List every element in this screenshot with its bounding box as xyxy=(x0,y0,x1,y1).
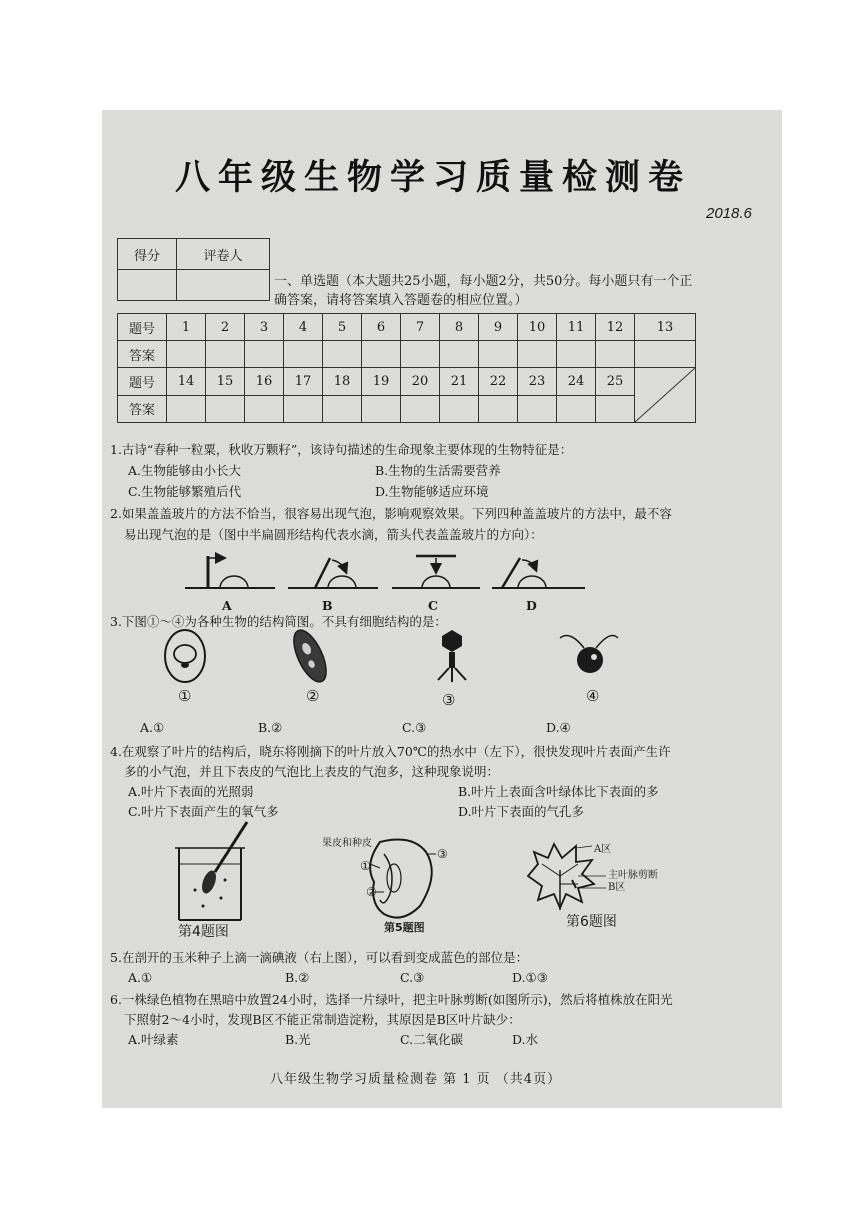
question-number: 1 xyxy=(167,314,206,341)
question-number: 8 xyxy=(440,314,479,341)
q3-option-c: C.③ xyxy=(402,720,427,735)
q1-option-c: C.生物能够繁殖后代 xyxy=(128,484,242,499)
method-b-drawing xyxy=(288,558,378,588)
q6-option-b: B.光 xyxy=(285,1032,311,1047)
organism-3-label: ③ xyxy=(442,691,456,709)
score-value-cell[interactable] xyxy=(118,270,177,301)
answer-cell[interactable] xyxy=(479,395,518,423)
question-number: 24 xyxy=(557,368,596,396)
answer-cell[interactable] xyxy=(284,395,323,423)
row-label-number: 题号 xyxy=(118,314,167,341)
fig6-cut-label: 主叶脉剪断 xyxy=(608,870,658,881)
q3-option-a: A.① xyxy=(140,720,165,735)
method-d-drawing xyxy=(492,558,585,588)
answer-cell[interactable] xyxy=(284,341,323,368)
q1-stem: 1.古诗“春种一粒粟，秋收万颗籽”，该诗句描述的生命现象主要体现的生物特征是： xyxy=(110,442,573,457)
fig4-caption: 第4题图 xyxy=(178,924,229,940)
answer-cell[interactable] xyxy=(635,341,696,368)
answer-cell[interactable] xyxy=(479,341,518,368)
score-box xyxy=(117,238,270,301)
organism-2-label: ② xyxy=(306,687,320,705)
q1-option-b: B.生物的生活需要营养 xyxy=(375,463,501,478)
fig5-caption: 第5题图 xyxy=(384,921,425,934)
q3-organism-figures xyxy=(150,626,620,688)
question-number: 14 xyxy=(167,368,206,396)
q3-option-d: D.④ xyxy=(546,720,571,735)
answer-cell[interactable] xyxy=(245,395,284,423)
q1-option-d: D.生物能够适应环境 xyxy=(375,484,489,499)
answer-row-2 xyxy=(118,395,696,423)
answer-cell[interactable] xyxy=(167,341,206,368)
organism-1-label: ① xyxy=(178,687,192,705)
q6-stem-line2: 下照射2～4小时，发现B区不能正常制造淀粉，其原因是B区叶片缺少： xyxy=(124,1012,521,1027)
fig5-mark-2: ② xyxy=(366,885,377,899)
row-label-answer: 答案 xyxy=(118,341,167,368)
answer-cell[interactable] xyxy=(596,395,635,423)
fig6-area-b-label: B区 xyxy=(608,882,626,893)
question-number: 25 xyxy=(596,368,635,396)
question-number: 21 xyxy=(440,368,479,396)
q5-option-a: A.① xyxy=(128,970,153,985)
q6-option-a: A.叶绿素 xyxy=(128,1032,179,1047)
diagonal-cell xyxy=(635,368,696,423)
fig6-caption: 第6题图 xyxy=(566,914,617,930)
answer-cell[interactable] xyxy=(245,341,284,368)
question-number: 9 xyxy=(479,314,518,341)
answer-cell[interactable] xyxy=(440,395,479,423)
q5-option-c: C.③ xyxy=(400,970,425,985)
answer-cell[interactable] xyxy=(206,341,245,368)
answer-cell[interactable] xyxy=(440,341,479,368)
q4-stem-line1: 4.在观察了叶片的结构后，晓东将刚摘下的叶片放入70℃的热水中（左下），很快发现叶片表面产生许 xyxy=(110,744,671,759)
fig5-label-pericarp: 果皮和种皮 xyxy=(322,838,372,849)
method-d-label: D xyxy=(526,598,537,613)
diagonal-line xyxy=(635,368,695,422)
q4-option-b: B.叶片上表面含叶绿体比下表面的多 xyxy=(458,784,659,799)
method-b-label: B xyxy=(322,598,333,613)
answer-cell[interactable] xyxy=(362,395,401,423)
answer-grid xyxy=(117,313,696,423)
q6-option-c: C.二氧化碳 xyxy=(400,1032,464,1047)
answer-cell[interactable] xyxy=(167,395,206,423)
section-heading: 一、单选题（本大题共25小题，每小题2分，共50分。每小题只有一个正确答案，请将答案填入答题卷的相应位置。） xyxy=(274,274,693,308)
question-number: 6 xyxy=(362,314,401,341)
answer-cell[interactable] xyxy=(401,341,440,368)
organism-4-label: ④ xyxy=(586,687,600,705)
organism-2-drawing xyxy=(287,626,332,686)
question-number: 12 xyxy=(596,314,635,341)
answer-cell[interactable] xyxy=(518,395,557,423)
q6-option-d: D.水 xyxy=(512,1032,539,1047)
answer-cell[interactable] xyxy=(557,341,596,368)
row-label-answer: 答案 xyxy=(118,395,167,423)
organism-4-drawing xyxy=(560,636,618,673)
question-number: 19 xyxy=(362,368,401,396)
q2-stem-line1: 2.如果盖盖玻片的方法不恰当，很容易出现气泡，影响观察效果。下列四种盖盖玻片的方法中，最不容 xyxy=(110,506,672,521)
q4-option-a: A.叶片下表面的光照弱 xyxy=(128,784,254,799)
answer-cell[interactable] xyxy=(323,341,362,368)
question-number: 22 xyxy=(479,368,518,396)
question-number: 5 xyxy=(323,314,362,341)
answer-cell[interactable] xyxy=(518,341,557,368)
method-c-drawing xyxy=(392,556,480,588)
q4-option-d: D.叶片下表面的气孔多 xyxy=(458,804,585,819)
question-number: 17 xyxy=(284,368,323,396)
q5-option-b: B.② xyxy=(285,970,310,985)
method-a-drawing xyxy=(185,556,275,588)
fig6-area-a-label: A区 xyxy=(594,844,612,855)
answer-cell[interactable] xyxy=(362,341,401,368)
answer-cell[interactable] xyxy=(596,341,635,368)
page-footer: 八年级生物学习质量检测卷 第 1 页 （共4页） xyxy=(270,1072,562,1087)
method-a-label: A xyxy=(222,598,232,613)
grader-value-cell[interactable] xyxy=(177,270,270,301)
method-c-label: C xyxy=(428,598,438,613)
fig4-beaker-drawing xyxy=(165,820,255,930)
q5-option-d: D.①③ xyxy=(512,970,548,985)
page-title: 八年级生物学习质量检测卷 xyxy=(175,158,692,198)
row-label-number: 题号 xyxy=(118,368,167,396)
q4-option-c: C.叶片下表面产生的氧气多 xyxy=(128,804,279,819)
q4-stem-line2: 多的小气泡，并且下表皮的气泡比上表皮的气泡多，这种现象说明： xyxy=(124,764,500,779)
question-number: 16 xyxy=(245,368,284,396)
question-number: 7 xyxy=(401,314,440,341)
number-row-1 xyxy=(118,314,696,341)
question-number: 2 xyxy=(206,314,245,341)
q6-stem-line1: 6.一株绿色植物在黑暗中放置24小时，选择一片绿叶，把主叶脉剪断(如图所示)，然后将植株放在阳光 xyxy=(110,992,673,1007)
number-row-2 xyxy=(118,368,696,396)
q3-option-b: B.② xyxy=(258,720,283,735)
question-number: 20 xyxy=(401,368,440,396)
question-number: 4 xyxy=(284,314,323,341)
question-number: 18 xyxy=(323,368,362,396)
fig5-mark-3: ③ xyxy=(437,847,448,861)
score-label: 得分 xyxy=(118,239,177,270)
question-number: 3 xyxy=(245,314,284,341)
q2-stem-line2: 易出现气泡的是（图中半扁圆形结构代表水滴，箭头代表盖盖玻片的方向）： xyxy=(124,527,543,542)
question-number: 23 xyxy=(518,368,557,396)
fig5-mark-1: ① xyxy=(360,859,371,873)
q1-option-a: A.生物能够由小长大 xyxy=(128,463,242,478)
question-number: 13 xyxy=(635,314,696,341)
answer-row-1 xyxy=(118,341,696,368)
answer-cell[interactable] xyxy=(206,395,245,423)
grader-label: 评卷人 xyxy=(177,239,270,270)
answer-cell[interactable] xyxy=(557,395,596,423)
answer-cell[interactable] xyxy=(401,395,440,423)
exam-date: 2018.6 xyxy=(706,205,752,222)
question-number: 15 xyxy=(206,368,245,396)
question-number: 11 xyxy=(557,314,596,341)
organism-1-drawing xyxy=(165,630,205,682)
q5-stem: 5.在剖开的玉米种子上滴一滴碘液（右上图），可以看到变成蓝色的部位是： xyxy=(110,950,529,965)
organism-3-drawing xyxy=(438,630,466,682)
answer-cell[interactable] xyxy=(323,395,362,423)
question-number: 10 xyxy=(518,314,557,341)
q3-stem: 3.下图①～④为各种生物的结构简图。不具有细胞结构的是： xyxy=(110,614,447,629)
